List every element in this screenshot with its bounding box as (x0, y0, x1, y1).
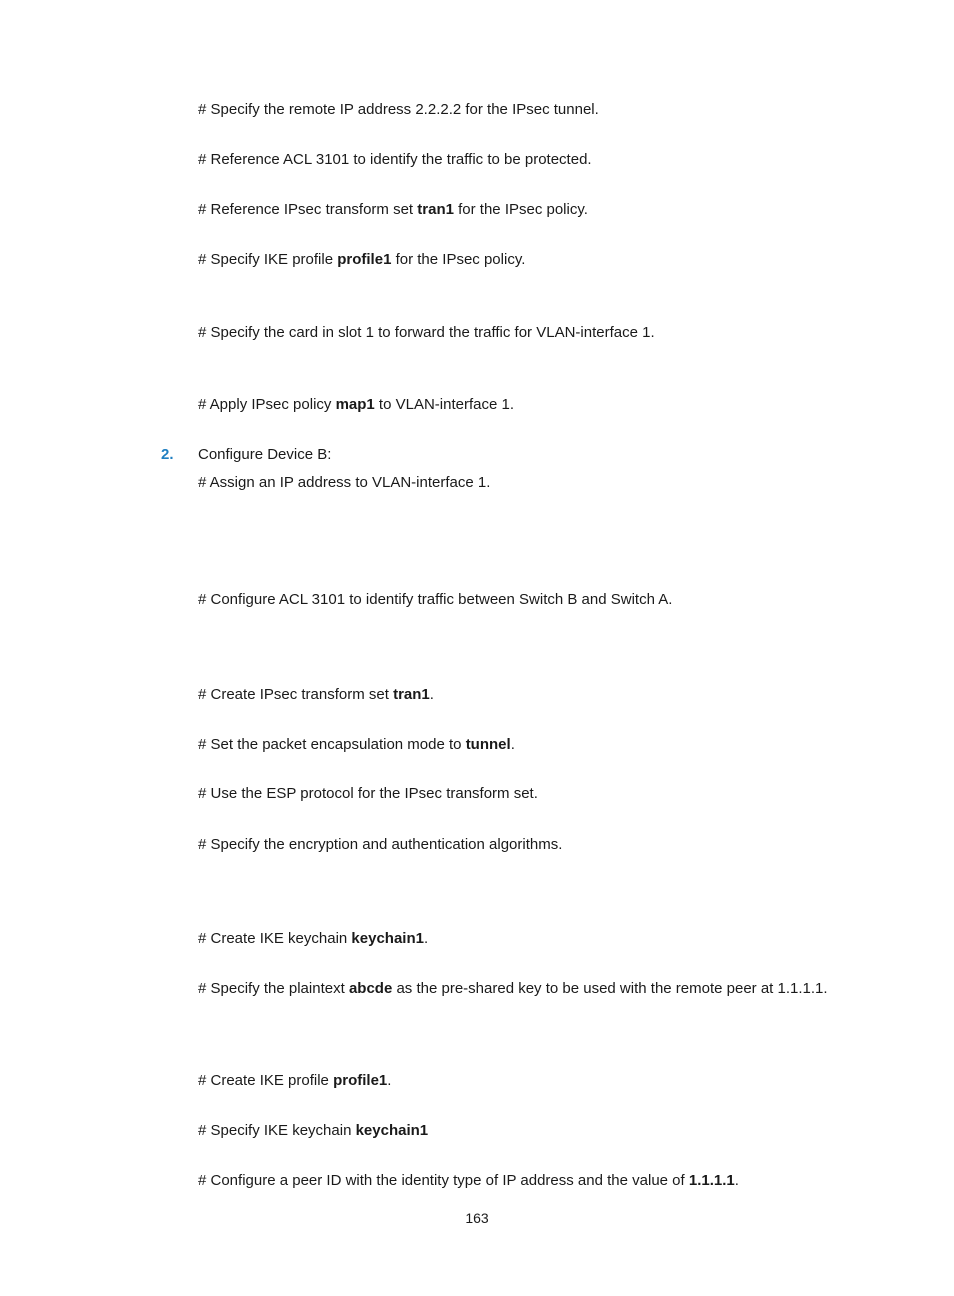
page-number: 163 (465, 1210, 489, 1226)
instruction-assign-ip-address: # Assign an IP address to VLAN-interface 1. (198, 474, 491, 491)
instruction-apply-ipsec-policy: # Apply IPsec policy map1 to VLAN-interface 1. (198, 396, 514, 413)
instruction-reference-acl: # Reference ACL 3101 to identify the traffic to be protected. (198, 151, 592, 168)
instruction-create-keychain: # Create IKE keychain keychain1. (198, 930, 429, 947)
instruction-specify-card-slot: # Specify the card in slot 1 to forward the traffic for VLAN-interface 1. (198, 324, 655, 341)
step-heading-configure-device-b: Configure Device B: (198, 446, 332, 463)
instruction-configure-acl: # Configure ACL 3101 to identify traffic between Switch B and Switch A. (198, 591, 673, 608)
instruction-remote-ip: # Specify the remote IP address 2.2.2.2 for the IPsec tunnel. (198, 101, 599, 118)
instruction-esp-protocol: # Use the ESP protocol for the IPsec transform set. (198, 785, 538, 802)
instruction-reference-transform-set: # Reference IPsec transform set tran1 for the IPsec policy. (198, 201, 588, 218)
instruction-encapsulation-mode: # Set the packet encapsulation mode to tunnel. (198, 736, 515, 753)
instruction-specify-ike-profile: # Specify IKE profile profile1 for the IPsec policy. (198, 251, 526, 268)
step-number: 2. (161, 446, 174, 463)
instruction-algorithms: # Specify the encryption and authentication algorithms. (198, 836, 563, 853)
instruction-configure-peer-id: # Configure a peer ID with the identity type of IP address and the value of 1.1.1.1. (198, 1172, 739, 1189)
instruction-create-ike-profile: # Create IKE profile profile1. (198, 1072, 392, 1089)
instruction-specify-keychain: # Specify IKE keychain keychain1 (198, 1122, 429, 1139)
instruction-pre-shared-key: # Specify the plaintext abcde as the pre-shared key to be used with the remote peer at 1.1.1.1. (198, 980, 828, 997)
instruction-create-transform-set: # Create IPsec transform set tran1. (198, 686, 434, 703)
